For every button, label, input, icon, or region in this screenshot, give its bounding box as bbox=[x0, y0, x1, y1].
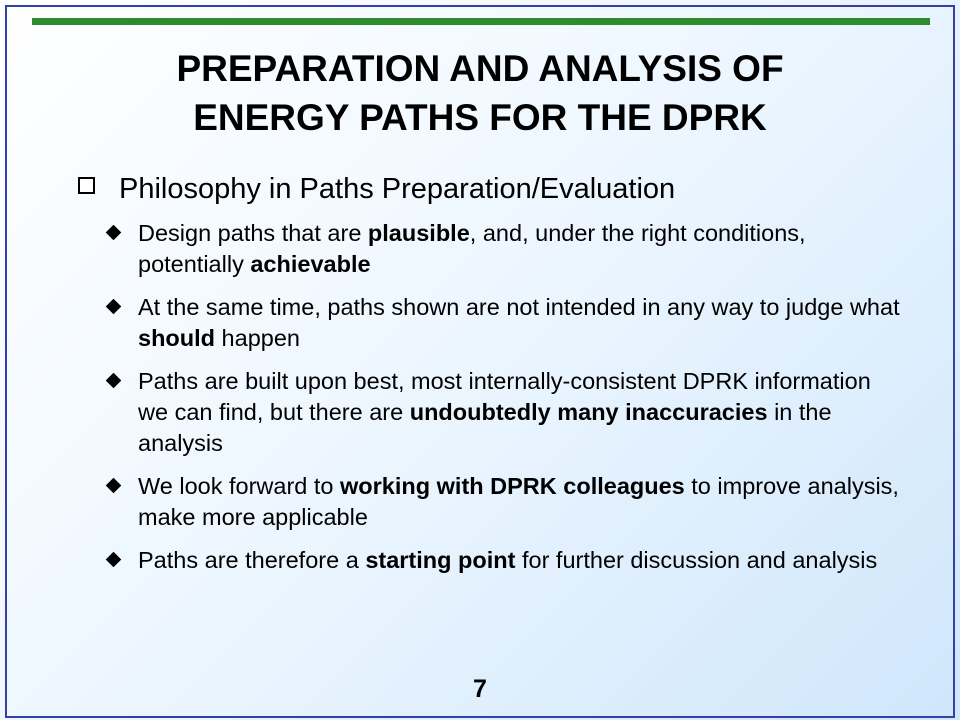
accent-bar bbox=[32, 18, 930, 25]
diamond-bullet-icon bbox=[106, 478, 122, 494]
bullet-text: happen bbox=[215, 325, 300, 351]
sub-bullet-item bbox=[104, 218, 904, 280]
diamond-bullet-icon bbox=[106, 299, 122, 315]
bullet-text: Paths are built upon best, most internally-consistent DPRK information we can find, but there are bbox=[138, 368, 871, 425]
sub-bullet-item bbox=[104, 471, 904, 533]
bullet-text: in the analysis bbox=[138, 399, 832, 456]
bullet-text: for further discussion and analysis bbox=[515, 547, 878, 573]
bullet-text: Paths are therefore a bbox=[138, 547, 366, 573]
slide-title bbox=[40, 44, 920, 142]
sub-bullet-item bbox=[104, 366, 904, 459]
emphasis-text: achievable bbox=[250, 251, 371, 277]
bullet-text: Design paths that are bbox=[138, 220, 368, 246]
emphasis-text: starting point bbox=[365, 547, 516, 573]
emphasis-text: working with DPRK colleagues bbox=[340, 473, 685, 499]
diamond-bullet-icon bbox=[106, 552, 122, 568]
emphasis-text: should bbox=[138, 325, 216, 351]
sub-bullet-item bbox=[104, 545, 904, 576]
diamond-bullet-icon bbox=[106, 373, 122, 389]
checkbox-square-icon bbox=[78, 177, 95, 194]
emphasis-text: undoubtedly many inaccuracies bbox=[409, 399, 768, 425]
bullet-text: We look forward to bbox=[138, 473, 341, 499]
title-line-2: ENERGY PATHS FOR THE DPRK bbox=[193, 97, 767, 138]
bullet-text: to improve analysis, make more applicable bbox=[138, 473, 899, 530]
diamond-bullet-icon bbox=[106, 225, 122, 241]
page-number: 7 bbox=[473, 675, 487, 703]
heading-text: Philosophy in Paths Preparation/Evaluation bbox=[119, 173, 676, 205]
sub-bullet-item bbox=[104, 292, 904, 354]
bullet-text: At the same time, paths shown are not intended in any way to judge what bbox=[138, 294, 900, 320]
bullet-text: , and, under the right conditions, potentially bbox=[138, 220, 806, 277]
emphasis-text: plausible bbox=[367, 220, 470, 246]
sub-bullet-list bbox=[104, 218, 904, 588]
heading-bullet bbox=[78, 170, 675, 208]
title-line-1: PREPARATION AND ANALYSIS OF bbox=[176, 48, 784, 89]
